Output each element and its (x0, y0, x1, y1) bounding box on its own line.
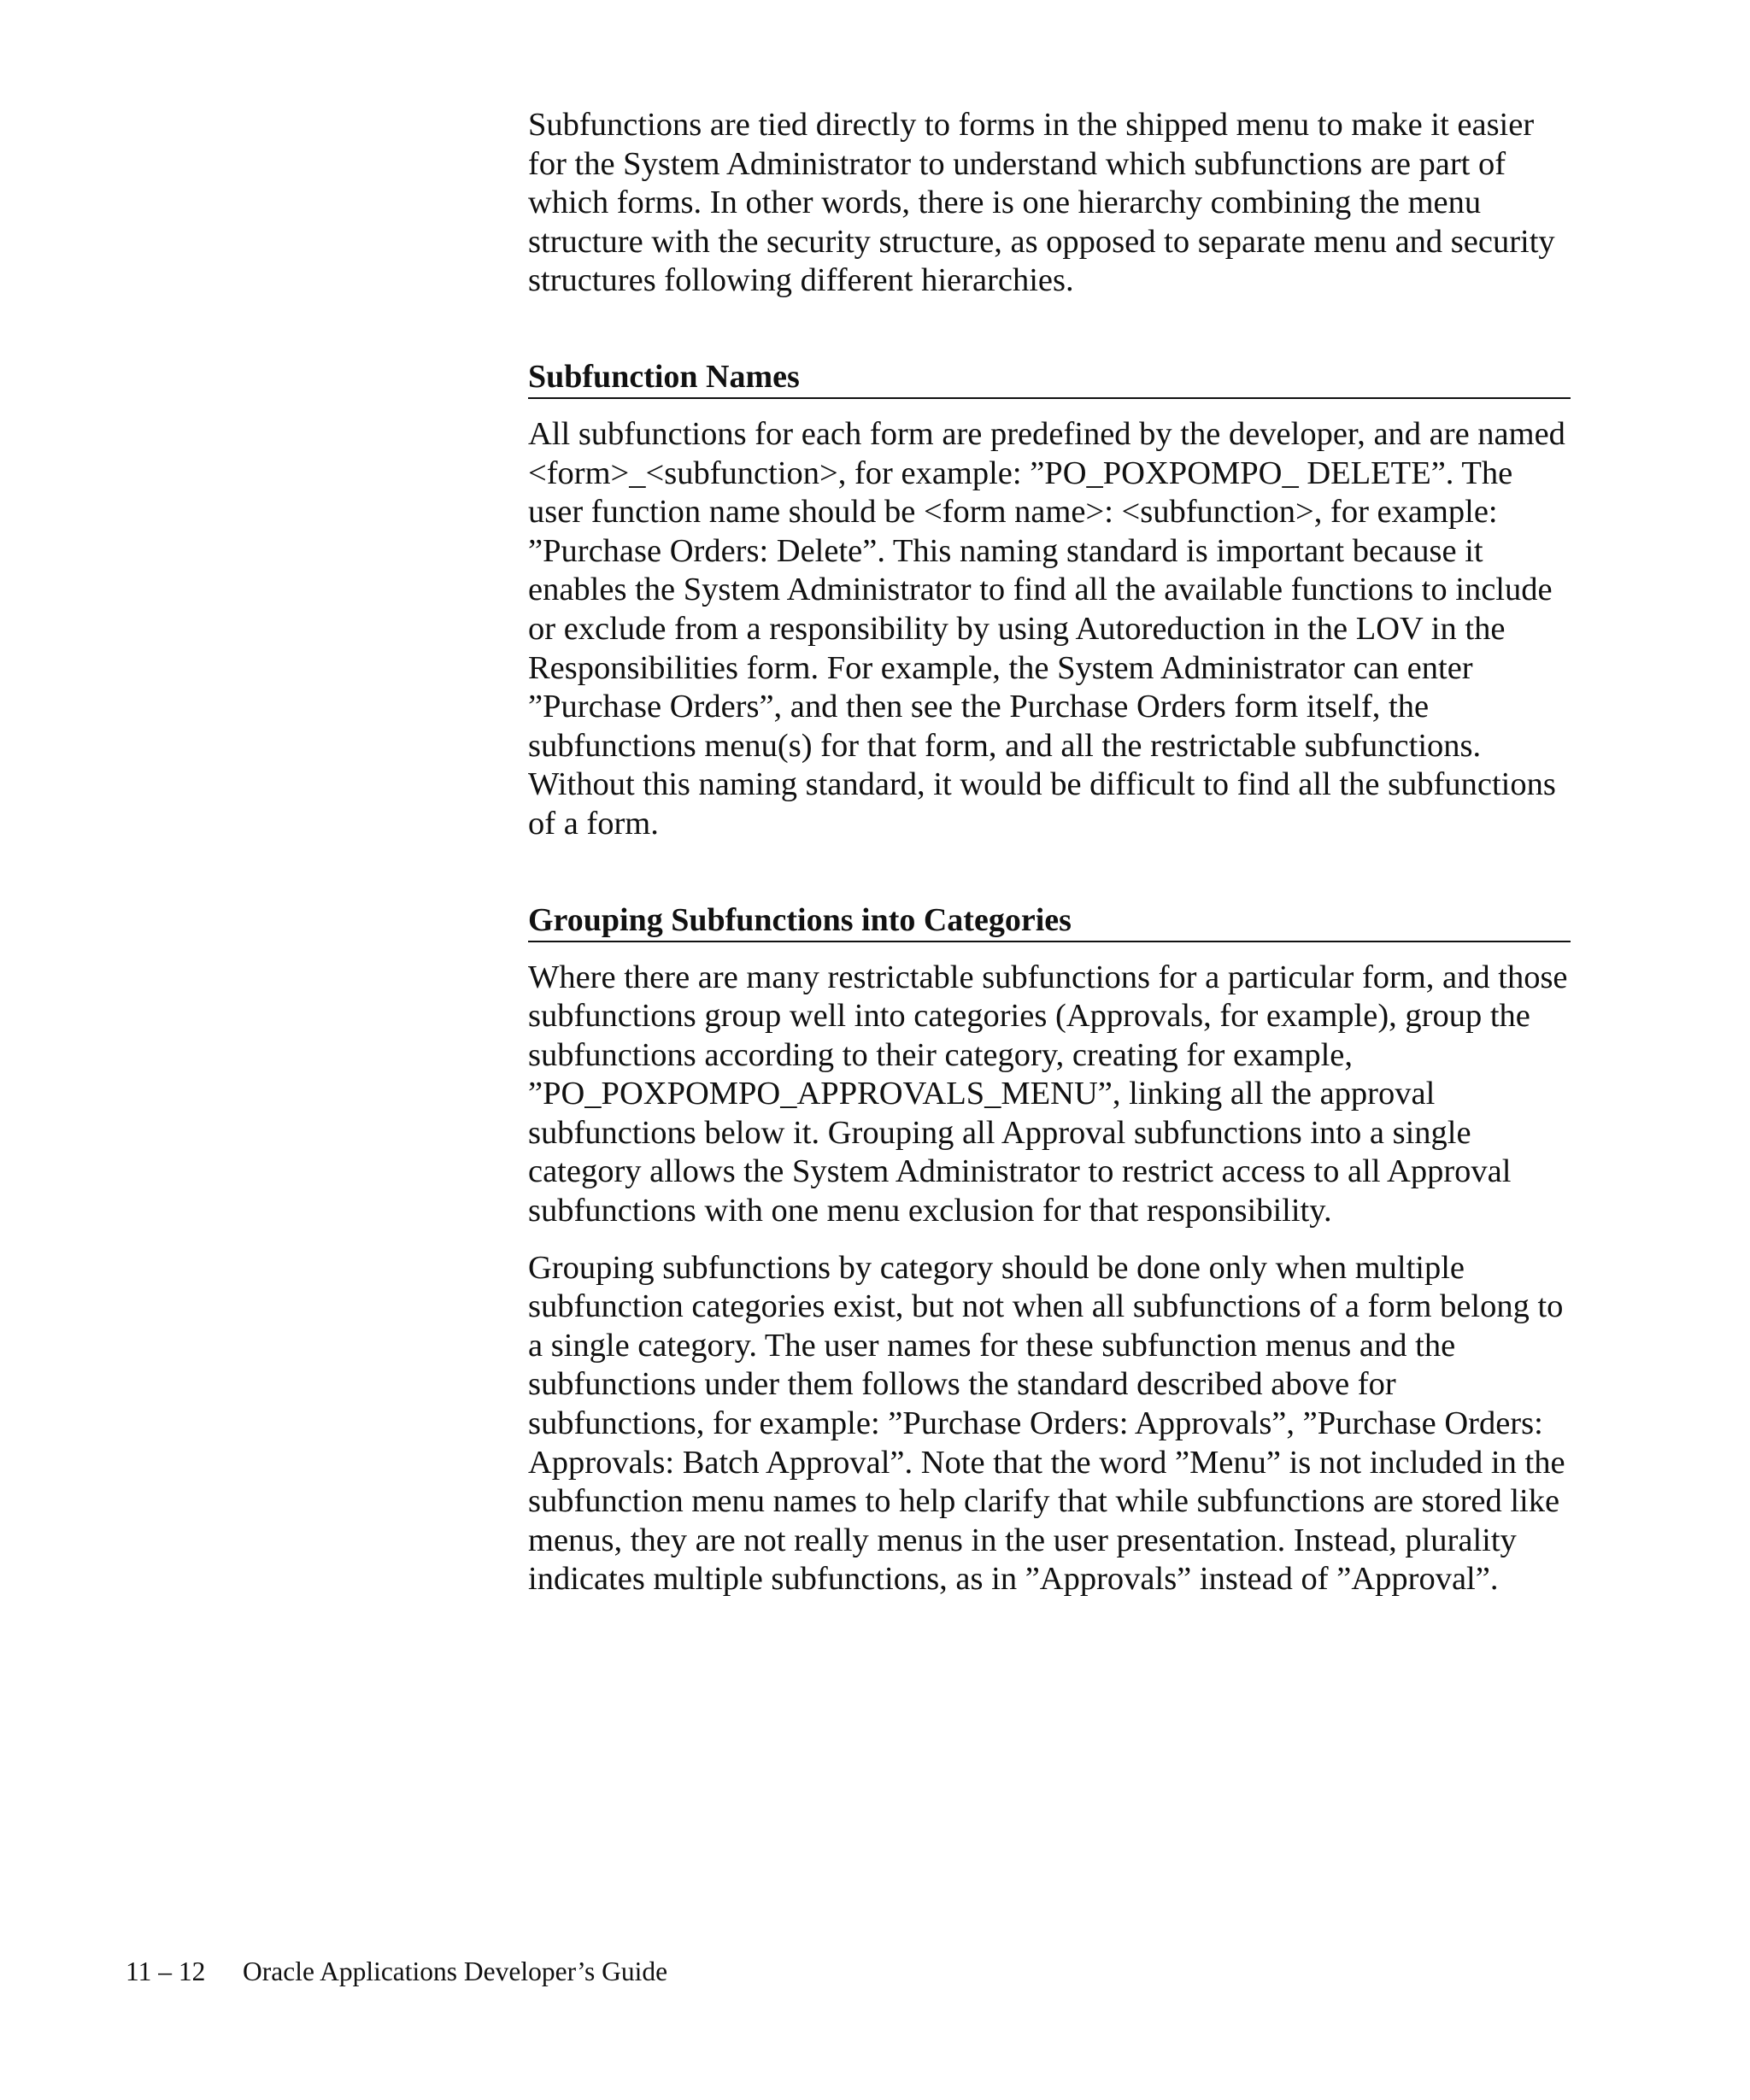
body-paragraph: Grouping subfunctions by category should be done only when multiple subfunction categories exist, but not when all subfunctions of a form belong to a single category. The user names for these subfunction menus and the subfunctions under them follows the standard described above for subfunctions, for example: ”Purchase Orders: Approvals”, ”Purchase Orders: Approvals: Batch Approval”. Note that the word ”Menu” is not included in the subfunction menu names to help clarify that while subfunctions are stored like menus, they are not really menus in the user presentation. Instead, plurality indicates multiple subfunctions, as in ”Approvals” instead of ”Approval”. (528, 1249, 1565, 1598)
page-footer (126, 1956, 667, 1987)
section-heading: Grouping Subfunctions into Categories (528, 900, 1571, 942)
book-title: Oracle Applications Developer’s Guide (243, 1956, 668, 1986)
body-paragraph: All subfunctions for each form are predefined by the developer, and are named <form>_<subfunction>, for example: ”PO_POXPOMPO_ DELETE”. The user function name should be <form name>: <subfunction>, for example: ”Purchase Orders: Delete”. This naming standard is important because it enables the System Administrator to find all the available functions to include or exclude from a responsibility by using Autoreduction in the LOV in the Responsibilities form. For example, the System Administrator can enter ”Purchase Orders”, and then see the Purchase Orders form itself, the subfunctions menu(s) for that form, and all the restrictable subfunctions. Without this naming standard, it would be difficult to find all the subfunctions of a form. (528, 415, 1565, 842)
intro-paragraph: Subfunctions are tied directly to forms in the shipped menu to make it easier for the System Administrator to understand which subfunctions are part of which forms. In other words, there is one hierarchy combining the menu structure with the security structure, as opposed to separate menu and security structures following different hierarchies. (528, 107, 1555, 299)
section-grouping-subfunctions (528, 900, 1571, 1600)
page-content (528, 106, 1571, 1599)
page-number: 11 – 12 (126, 1956, 206, 1986)
section-subfunction-names (528, 357, 1571, 844)
body-paragraph: Where there are many restrictable subfunctions for a particular form, and those subfunctions group well into categories (Approvals, for example), group the subfunctions according to their category, creating for example, ”PO_POXPOMPO_APPROVALS_MENU”, linking all the approval subfunctions below it. Grouping all Approval subfunctions into a single category allows the System Administrator to restrict access to all Approval subfunctions with one menu exclusion for that responsibility. (528, 959, 1568, 1229)
section-heading: Subfunction Names (528, 357, 1571, 399)
